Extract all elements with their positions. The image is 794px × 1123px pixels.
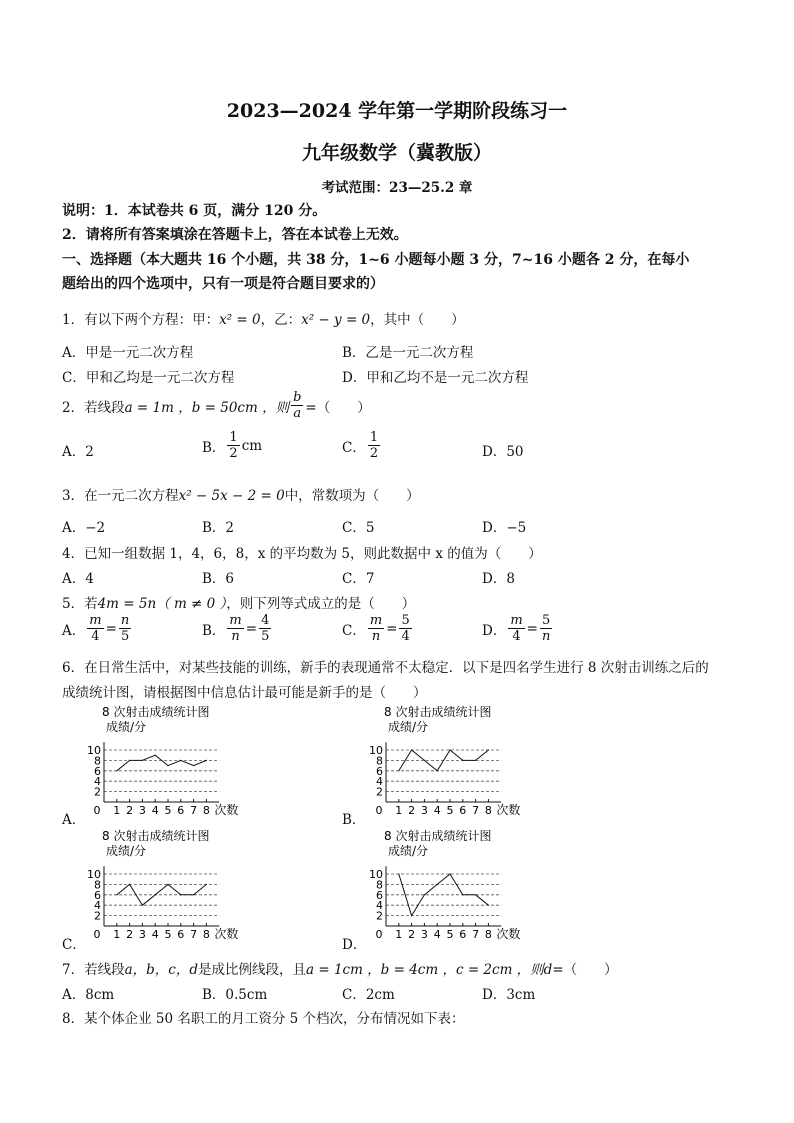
q2-option-d[interactable]: D．50 xyxy=(482,444,524,460)
data-point xyxy=(398,770,399,771)
q2-option-c[interactable] xyxy=(342,430,382,461)
x-tick-label: 4 xyxy=(433,804,441,817)
x-tick-label: 2 xyxy=(408,928,416,941)
q3-option-b[interactable]: B．2 xyxy=(202,520,235,536)
q1-stem-b: ，乙： xyxy=(260,312,302,328)
y-tick-label: 2 xyxy=(94,785,101,799)
q4-option-b[interactable]: B．6 xyxy=(202,571,235,587)
data-point xyxy=(437,770,438,771)
q5-option-c[interactable] xyxy=(342,613,414,644)
q4-stem: 4．已知一组数据 1，4，6，8，x 的平均数为 5，则此数据中 x 的值为（ ） xyxy=(62,546,542,562)
data-point xyxy=(155,894,156,895)
y-tick-label: 6 xyxy=(94,888,101,902)
chart-ylabel: 成绩/分 xyxy=(388,844,429,858)
data-point xyxy=(193,894,194,895)
q1-option-b[interactable]: B．乙是一元二次方程 xyxy=(342,345,474,361)
q5-b-frac2 xyxy=(259,613,271,644)
q3-stem xyxy=(62,484,420,504)
y-tick-label: 8 xyxy=(376,754,383,768)
q3-option-a[interactable]: A．−2 xyxy=(62,520,106,536)
chart-d xyxy=(362,828,542,950)
q5-eq: 4m = 5n xyxy=(97,596,157,612)
q7-var-d: d xyxy=(543,962,553,978)
q5-d-n2: 5 xyxy=(542,613,551,628)
q2-frac-den: a xyxy=(293,406,302,421)
y-tick-label: 10 xyxy=(369,744,383,757)
data-point xyxy=(424,894,425,895)
x-tick-label: 0 xyxy=(375,804,383,817)
q5-a-n2: n xyxy=(120,613,130,628)
y-tick-label: 10 xyxy=(369,868,383,881)
q1-eq2: x² − y = 0 xyxy=(301,312,371,328)
q1-stem xyxy=(62,308,465,328)
x-tick-label: 1 xyxy=(395,928,403,941)
q5-stem-b: ，则下列等式成立的是（ ） xyxy=(226,596,416,612)
q5-b-frac1 xyxy=(227,613,243,644)
x-tick-label: 2 xyxy=(126,804,134,817)
x-tick-label: 1 xyxy=(395,804,403,817)
x-tick-label: 1 xyxy=(113,804,121,817)
data-point xyxy=(449,873,450,874)
x-tick-label: 3 xyxy=(420,804,428,817)
q5-stem-a: 5．若 xyxy=(62,596,98,612)
q2-b-num: 1 xyxy=(229,430,238,445)
x-tick-label: 8 xyxy=(202,804,210,817)
q6-option-c-label[interactable]: C． xyxy=(62,937,86,953)
y-tick-label: 2 xyxy=(376,785,383,799)
q5-d-d1: 4 xyxy=(512,629,521,644)
q2-option-b-frac xyxy=(227,430,239,461)
chart-xlabel: 次数 xyxy=(214,803,239,817)
data-point xyxy=(167,884,168,885)
q8-stem: 8．某个体企业 50 名职工的月工资分 5 个档次，分布情况如下表： xyxy=(62,1011,465,1027)
chart-title: 8 次射击成绩统计图 xyxy=(384,705,492,719)
chart-c xyxy=(80,828,260,950)
x-tick-label: 8 xyxy=(202,928,210,941)
data-point xyxy=(129,760,130,761)
q7-cond: a = 1cm ，b = 4cm ，c = 2cm ，则 xyxy=(306,962,544,978)
data-point xyxy=(142,905,143,906)
data-point xyxy=(206,884,207,885)
q4-option-c[interactable]: C．7 xyxy=(342,571,375,587)
q2-fraction xyxy=(291,390,303,421)
q3-stem-a: 3．在一元二次方程 xyxy=(62,488,179,504)
chart-xlabel: 次数 xyxy=(214,927,239,941)
q1-option-a[interactable]: A．甲是一元二次方程 xyxy=(62,345,194,361)
y-tick-label: 8 xyxy=(94,754,101,768)
y-tick-label: 6 xyxy=(376,764,383,778)
data-point xyxy=(411,749,412,750)
q5-cond: （ m ≠ 0 ） xyxy=(156,596,227,612)
chart-a xyxy=(80,704,260,826)
chart-title: 8 次射击成绩统计图 xyxy=(102,705,210,719)
q1-stem-a: 1．有以下两个方程：甲： xyxy=(62,312,220,328)
x-tick-label: 7 xyxy=(190,804,198,817)
data-point xyxy=(180,760,181,761)
y-tick-label: 10 xyxy=(87,744,101,757)
q5-option-d[interactable] xyxy=(482,613,554,644)
section1-heading-line-1: 一、选择题（本大题共 16 个小题，共 38 分，1~6 小题每小题 3 分，7~16 小题各 2 分，在每小 xyxy=(62,252,690,268)
y-tick-label: 4 xyxy=(94,899,101,913)
q1-option-c[interactable]: C．甲和乙均是一元二次方程 xyxy=(62,370,235,386)
q2-option-b[interactable] xyxy=(202,430,262,461)
q3-eq: x² − 5x − 2 = 0 xyxy=(178,488,285,504)
x-tick-label: 0 xyxy=(93,804,101,817)
q2-option-b-unit: cm xyxy=(241,437,263,454)
x-tick-label: 4 xyxy=(433,928,441,941)
y-tick-label: 10 xyxy=(87,868,101,881)
x-tick-label: 5 xyxy=(446,928,454,941)
q5-c-frac2 xyxy=(399,613,411,644)
data-point xyxy=(462,760,463,761)
y-tick-label: 6 xyxy=(94,764,101,778)
q3-option-d[interactable]: D．−5 xyxy=(482,520,527,536)
q7-option-d[interactable]: D．3cm xyxy=(482,987,536,1003)
x-tick-label: 4 xyxy=(151,928,159,941)
q2-option-a[interactable]: A．2 xyxy=(62,444,94,460)
x-tick-label: 6 xyxy=(177,928,185,941)
chart-ylabel: 成绩/分 xyxy=(106,720,147,734)
exam-subtitle: 九年级数学（冀教版） xyxy=(301,142,492,164)
q2-stem xyxy=(62,390,371,421)
x-tick-label: 3 xyxy=(138,804,146,817)
q1-option-d[interactable]: D．甲和乙均不是一元二次方程 xyxy=(342,370,529,386)
data-point xyxy=(475,894,476,895)
x-tick-label: 7 xyxy=(190,928,198,941)
q5-d-d2: n xyxy=(541,629,551,644)
q7-option-a[interactable]: A．8cm xyxy=(62,987,115,1003)
x-tick-label: 5 xyxy=(164,928,172,941)
data-point xyxy=(129,884,130,885)
q5-c-eq: = xyxy=(386,620,398,637)
data-point xyxy=(193,765,194,766)
q5-c-n2: 5 xyxy=(401,613,410,628)
data-point xyxy=(206,760,207,761)
q5-stem xyxy=(62,592,415,612)
x-tick-label: 8 xyxy=(484,804,492,817)
q7-option-b[interactable]: B．0.5cm xyxy=(202,987,268,1003)
x-tick-label: 7 xyxy=(472,928,480,941)
y-tick-label: 4 xyxy=(376,899,383,913)
q7-stem-c: =（ ） xyxy=(552,962,618,978)
y-tick-label: 2 xyxy=(376,909,383,923)
chart-xlabel: 次数 xyxy=(496,927,521,941)
q5-a-frac1 xyxy=(87,613,103,644)
q6-option-d-label[interactable]: D． xyxy=(342,937,367,953)
exam-scope: 考试范围：23—25.2 章 xyxy=(321,180,473,196)
q2-stem-a: 2．若线段 xyxy=(62,399,125,416)
data-point xyxy=(116,894,117,895)
data-point xyxy=(116,770,117,771)
q5-d-n1: m xyxy=(510,613,523,628)
q5-d-label: D． xyxy=(482,622,507,639)
q6-stem-line-2: 成绩统计图，请根据图中信息估计最可能是新手的是（ ） xyxy=(62,685,427,701)
data-point xyxy=(424,760,425,761)
x-tick-label: 6 xyxy=(459,804,467,817)
q2-stem-b: =（ ） xyxy=(305,399,371,416)
q1-eq1: x² = 0 xyxy=(219,312,261,328)
q3-option-c[interactable]: C．5 xyxy=(342,520,375,536)
y-tick-label: 8 xyxy=(376,878,383,892)
q5-c-frac1 xyxy=(368,613,384,644)
data-point xyxy=(411,915,412,916)
q3-stem-b: 中，常数项为（ ） xyxy=(284,488,420,504)
data-point xyxy=(142,760,143,761)
y-tick-label: 2 xyxy=(94,909,101,923)
q7-vars: a，b，c，d xyxy=(124,962,198,978)
section1-heading-line-2: 题给出的四个选项中，只有一项是符合题目要求的） xyxy=(62,276,384,292)
q5-c-d2: 4 xyxy=(401,629,410,644)
x-tick-label: 6 xyxy=(177,804,185,817)
x-tick-label: 6 xyxy=(459,928,467,941)
x-tick-label: 8 xyxy=(484,928,492,941)
x-tick-label: 5 xyxy=(446,804,454,817)
q7-stem-a: 7．若线段 xyxy=(62,962,125,978)
x-tick-label: 7 xyxy=(472,804,480,817)
data-point xyxy=(180,894,181,895)
y-tick-label: 8 xyxy=(94,878,101,892)
data-point xyxy=(449,749,450,750)
q5-c-d1: n xyxy=(371,629,381,644)
q5-b-n1: m xyxy=(229,613,242,628)
x-tick-label: 0 xyxy=(375,928,383,941)
q5-b-n2: 4 xyxy=(261,613,270,628)
q6-stem-line-1: 6．在日常生活中，对某些技能的训练，新手的表现通常不太稳定．以下是四名学生进行 8 次射击训练之后的 xyxy=(62,660,709,676)
q5-d-frac2 xyxy=(540,613,552,644)
q5-a-d1: 4 xyxy=(91,629,100,644)
q1-stem-c: ，其中（ ） xyxy=(370,312,465,328)
q5-c-n1: m xyxy=(369,613,383,628)
data-point xyxy=(488,749,489,750)
q5-b-label: B． xyxy=(202,622,226,639)
x-tick-label: 0 xyxy=(93,928,101,941)
q5-d-eq: = xyxy=(526,620,538,637)
q5-b-d1: n xyxy=(231,629,240,644)
data-point xyxy=(398,873,399,874)
y-tick-label: 6 xyxy=(376,888,383,902)
data-point xyxy=(155,755,156,756)
q5-a-d2: 5 xyxy=(120,629,130,644)
q5-a-frac2 xyxy=(119,613,131,644)
data-point xyxy=(437,884,438,885)
y-tick-label: 4 xyxy=(376,775,383,789)
q2-b-den: 2 xyxy=(229,446,238,461)
note-line-2: 2．请将所有答案填涂在答题卡上，答在本试卷上无效。 xyxy=(62,227,408,243)
x-tick-label: 2 xyxy=(126,928,134,941)
x-tick-label: 3 xyxy=(138,928,146,941)
q7-stem xyxy=(62,958,618,978)
q2-condition: a = 1m ，b = 50cm ，则 xyxy=(124,399,290,416)
q7-stem-b: 是成比例线段，且 xyxy=(198,962,306,978)
q5-d-frac1 xyxy=(508,613,524,644)
q4-option-a[interactable]: A．4 xyxy=(62,571,94,587)
q5-b-eq: = xyxy=(245,620,258,637)
q5-b-d2: 5 xyxy=(261,629,270,644)
q5-option-a[interactable] xyxy=(62,613,133,644)
q5-c-label: C． xyxy=(342,622,366,639)
q6-option-b-label[interactable]: B． xyxy=(342,812,366,828)
q5-a-label: A． xyxy=(62,622,86,639)
chart-ylabel: 成绩/分 xyxy=(388,720,429,734)
q2-option-c-label: C． xyxy=(342,439,366,456)
x-tick-label: 5 xyxy=(164,804,172,817)
chart-xlabel: 次数 xyxy=(496,803,521,817)
series-line xyxy=(117,755,207,771)
q5-a-eq: = xyxy=(105,620,117,637)
q2-c-den: 2 xyxy=(369,446,379,461)
x-tick-label: 1 xyxy=(113,928,121,941)
data-point xyxy=(462,894,463,895)
x-tick-label: 2 xyxy=(408,804,416,817)
data-point xyxy=(488,905,489,906)
chart-title: 8 次射击成绩统计图 xyxy=(384,829,492,843)
data-point xyxy=(167,765,168,766)
q2-frac-num: b xyxy=(293,390,302,405)
q6-option-a-label[interactable]: A． xyxy=(62,812,86,828)
q7-option-c[interactable]: C．2cm xyxy=(342,987,395,1003)
q5-option-b[interactable] xyxy=(202,613,273,644)
q2-option-c-frac xyxy=(368,430,380,461)
chart-title: 8 次射击成绩统计图 xyxy=(102,829,210,843)
note-line-1: 说明：1．本试卷共 6 页，满分 120 分。 xyxy=(62,203,327,219)
chart-ylabel: 成绩/分 xyxy=(106,844,147,858)
y-tick-label: 4 xyxy=(94,775,101,789)
x-tick-label: 3 xyxy=(420,928,428,941)
exam-title: 2023—2024 学年第一学期阶段练习一 xyxy=(226,100,568,122)
q4-option-d[interactable]: D．8 xyxy=(482,571,515,587)
data-point xyxy=(475,760,476,761)
q2-option-b-label: B． xyxy=(202,439,226,456)
x-tick-label: 4 xyxy=(151,804,159,817)
q2-c-num: 1 xyxy=(369,430,379,445)
q5-a-n1: m xyxy=(89,613,102,628)
chart-b xyxy=(362,704,542,826)
